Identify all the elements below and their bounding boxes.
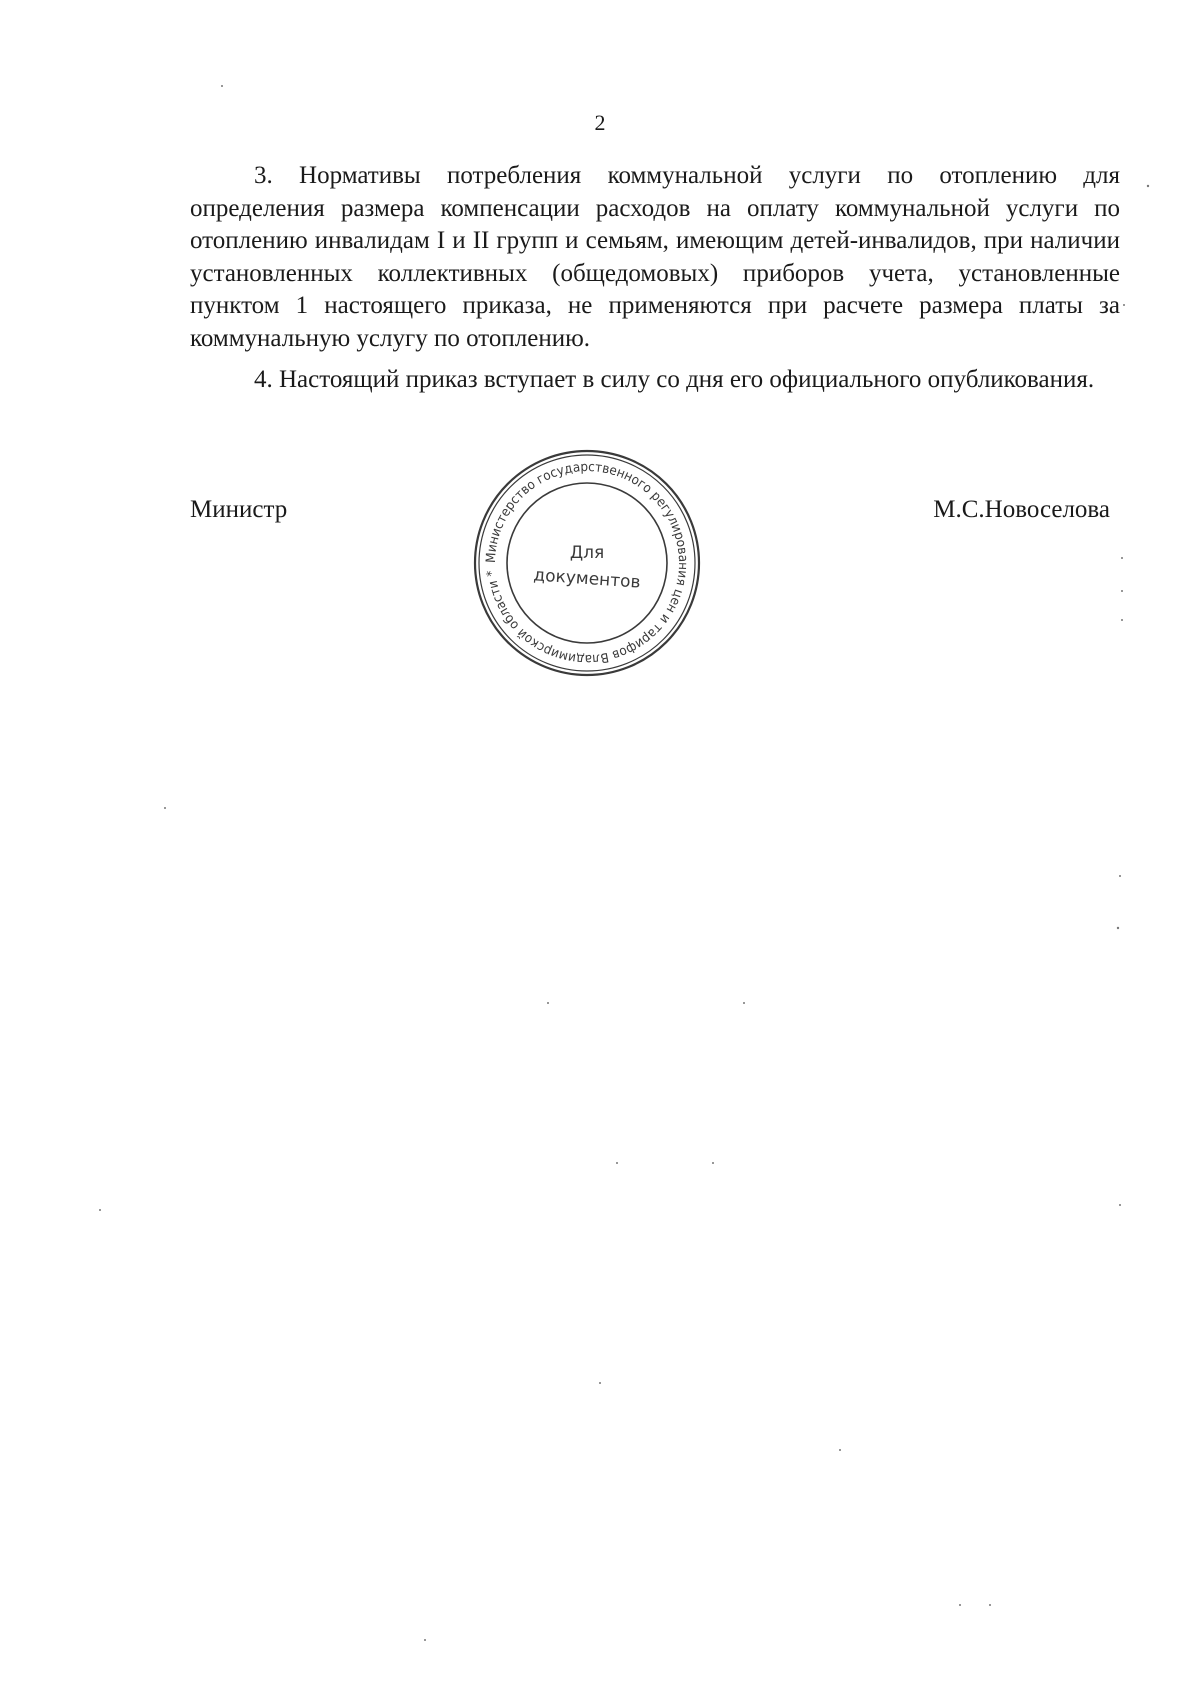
scan-speck	[989, 1604, 991, 1606]
scan-speck	[712, 1162, 714, 1164]
stamp-outer-ring	[475, 451, 699, 675]
scan-speck	[1119, 875, 1121, 877]
scan-speck	[959, 1604, 961, 1606]
scan-speck	[547, 1002, 549, 1004]
scan-speck	[839, 1449, 841, 1451]
stamp-inner-ring	[507, 483, 667, 643]
paragraph-4: 4. Настоящий приказ вступает в силу со дня его официального опубликования.	[254, 366, 1095, 393]
paragraph-3: 3. Нормативы потребления коммунальной услуги по отоплению для определения размера компенсации расходов на оплату коммунальной услуги по отоплению инвалидам I и II групп и семьям, имеющим детей-инвалидов, при наличии установленных коллективных (общедомовых) приборов учета, установленные пунктом 1 настоящего приказа, не применяются при расчете размера платы за коммунальную услугу по отоплению.	[190, 162, 1120, 352]
scan-speck	[1123, 304, 1125, 306]
stamp-center-line-2: документов	[532, 565, 642, 593]
stamp-outer-ring-inner	[479, 455, 695, 671]
scan-speck	[1117, 927, 1119, 929]
scan-speck	[599, 1382, 601, 1384]
scan-speck	[743, 1002, 745, 1004]
scan-speck	[164, 807, 166, 809]
scan-speck	[1121, 619, 1123, 621]
stamp-ring-text-path: Министерство государственного регулирования цен и тарифов Владимирской области *	[483, 459, 691, 667]
scan-speck	[1119, 1204, 1121, 1206]
document-body	[190, 160, 1120, 406]
signatory-title: Министр	[190, 496, 288, 523]
scan-speck	[1121, 590, 1123, 592]
scan-speck	[1121, 557, 1123, 559]
scan-speck	[616, 1162, 618, 1164]
scan-speck	[1147, 185, 1149, 187]
signatory-name: М.С.Новоселова	[933, 496, 1110, 523]
page-number: 2	[594, 110, 606, 135]
scan-speck	[424, 1639, 426, 1641]
scan-speck	[99, 1209, 101, 1211]
official-stamp	[471, 447, 703, 679]
scan-speck	[221, 85, 223, 87]
stamp-center-line-1: Для	[569, 543, 605, 563]
stamp-seal	[471, 447, 703, 679]
